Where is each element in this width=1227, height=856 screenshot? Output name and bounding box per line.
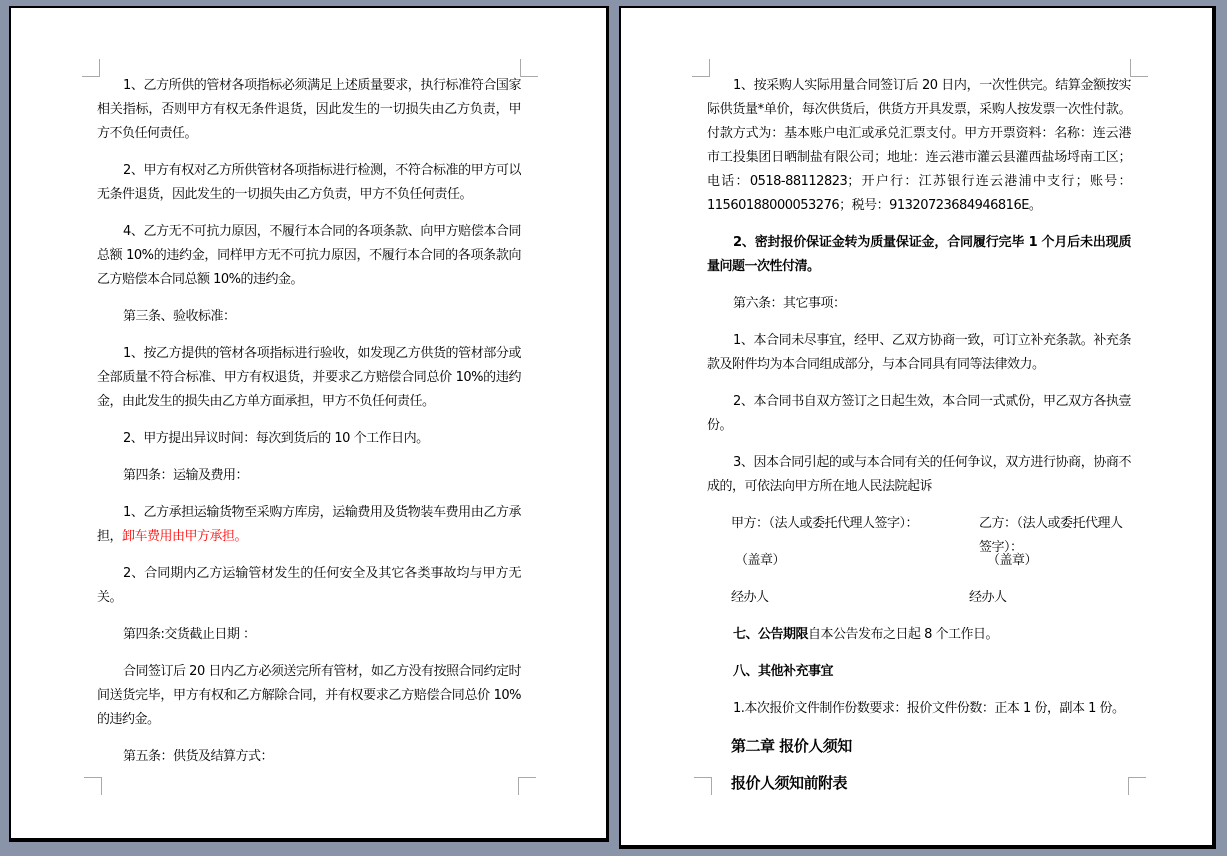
paragraph: 2、合同期内乙方运输管材发生的任何安全及其它各类事故均与甲方无关。	[97, 566, 521, 605]
notice-item-8-text: 1.本次报价文件制作份数要求：报价文件份数：正本 1 份，副本 1 份。	[733, 701, 1125, 716]
signature-row-agents	[707, 586, 1131, 610]
notice-item-7	[707, 623, 1131, 647]
paragraph: 4、乙方无不可抗力原因，不履行本合同的各项条款、向甲方赔偿本合同总额 10%的违约金，同样甲方无不可抗力原因，不履行本合同的各项条款向乙方赔偿本合同总额 10%的违约金。	[97, 224, 521, 287]
margin-crop-mark-top-right	[520, 59, 538, 77]
signature-row-parties	[707, 512, 1131, 555]
paragraph: 2、本合同书自双方签订之日起生效，本合同一式贰份，甲乙双方各执壹份。	[707, 394, 1131, 433]
paragraph: 1、按乙方提供的管材各项指标进行验收，如发现乙方供货的管材部分或全部质量不符合标准、甲方有权退货，并要求乙方赔偿合同总价 10%的违约金，由此发生的损失由乙方单方面承担，甲方不负任何责任。	[97, 346, 521, 409]
party-b-seal-label: （盖章）	[987, 553, 1038, 568]
paragraph: 1、按采购人实际用量合同签订后 20 日内，一次性供完。结算金额按实际供货量*单价，每次供货后，供货方开具发票，采购人按发票一次性付款。付款方式为：基本账户电汇或承兑汇票支付。甲方开票资料：名称：连云港市工投集团日晒制盐有限公司；地址：连云港市灌云县灌西盐场埒南工区；电话：0518-88112823；开户行：江苏银行连云港浦中支行；账号：11560188000053276；税号：91320723684946816E。	[707, 78, 1131, 213]
paragraph: 1、本合同未尽事宜，经甲、乙双方协商一致，可订立补充条款。补充条款及附件均为本合同组成部分，与本合同具有同等法律效力。	[707, 333, 1131, 372]
party-a-seal-label: （盖章）	[735, 553, 786, 568]
notice-item-7-heading: 七、公告期限	[733, 627, 809, 642]
bold-paragraph: 2、密封报价保证金转为质量保证金，合同履行完毕 1 个月后未出现质量问题一次性付清。	[707, 235, 1131, 274]
margin-crop-mark-top-right	[1130, 59, 1148, 77]
paragraph-with-red-text	[97, 501, 521, 549]
party-b-agent-label: 经办人	[969, 590, 1007, 605]
clause-heading: 第四条:交货截止日期 ：	[123, 627, 256, 642]
paragraph-text: 1、乙方承担运输货物至采购方库房，运输费用及货物装车费用由乙方承担，	[97, 505, 521, 544]
paragraph: 2、甲方提出异议时间：每次到货后的 10 个工作日内。	[123, 431, 429, 446]
red-highlight-text: 卸车费用由甲方承担。	[122, 529, 248, 544]
notice-item-8-heading: 八、其他补充事宜	[733, 664, 834, 679]
clause-heading: 第六条：其它事项：	[733, 296, 846, 311]
party-a-signature-label: 甲方：（法人或委托代理人签字）：	[731, 516, 919, 531]
signature-row-seals	[707, 549, 1131, 573]
paragraph: 1、乙方所供的管材各项指标必须满足上述质量要求，执行标准符合国家相关指标，否则甲方有权无条件退货，因此发生的一切损失由乙方负责，甲方不负任何责任。	[97, 78, 521, 141]
paragraph: 3、因本合同引起的或与本合同有关的任何争议，双方进行协商，协商不成的，可依法向甲方所在地人民法院起诉	[707, 455, 1131, 494]
page-2-text-area	[707, 74, 1131, 808]
notice-item-7-text: 自本公告发布之日起 8 个工作日。	[808, 627, 999, 642]
clause-heading: 第四条：运输及费用：	[123, 468, 249, 483]
clause-heading: 第三条、验收标准：	[123, 309, 236, 324]
paragraph: 2、甲方有权对乙方所供管材各项指标进行检测，不符合标准的甲方可以无条件退货，因此发生的一切损失由乙方负责，甲方不负任何责任。	[97, 163, 521, 202]
party-b-signature-label: 乙方：（法人或委托代理人签字）：	[979, 516, 1123, 555]
chapter-2-subheading: 报价人须知前附表	[731, 774, 848, 792]
chapter-2-heading: 第二章 报价人须知	[731, 737, 852, 755]
clause-heading: 第五条：供货及结算方式：	[123, 749, 274, 764]
document-page-2[interactable]	[619, 6, 1216, 849]
party-a-agent-label: 经办人	[731, 590, 769, 605]
paragraph: 合同签订后 20 日内乙方必须送完所有管材，如乙方没有按照合同约定时间送货完毕，甲方有权和乙方解除合同，并有权要求乙方赔偿合同总价 10%的违约金。	[97, 664, 521, 727]
page-1-text-area	[97, 74, 521, 782]
document-page-1[interactable]	[9, 6, 609, 842]
